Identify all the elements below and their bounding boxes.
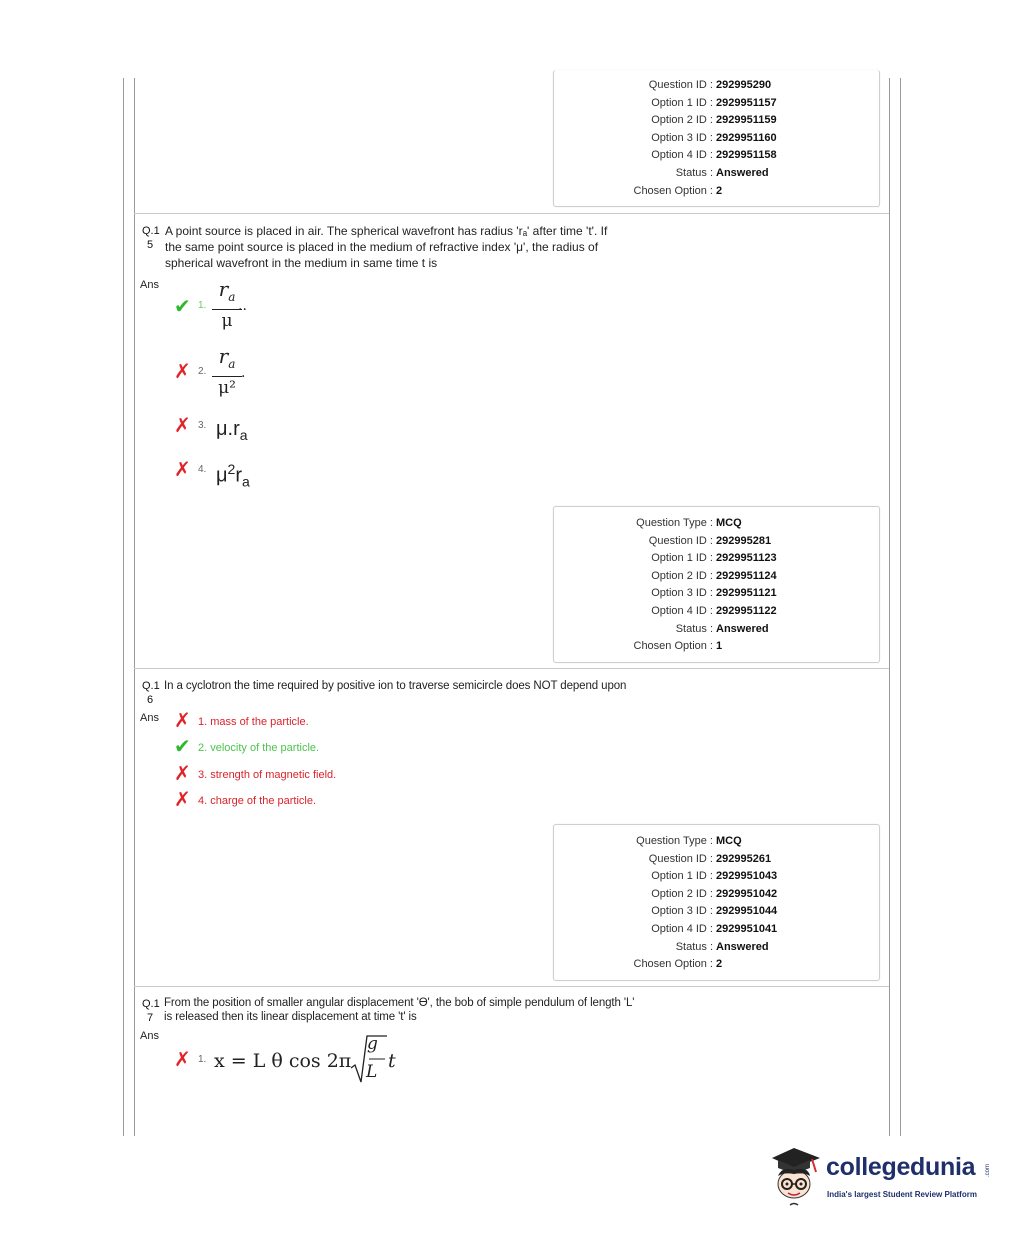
frame-right-inner (889, 78, 890, 1136)
meta-row: Option 1 ID : 2929951123 (651, 552, 777, 565)
question-text: A point source is placed in air. The spherical wavefront has radius 'rₐ' after time 't'. If the same point source is placed in the medium of refractive index 'μ', the radius of spherical wavefront in the medium in same time t is (165, 224, 608, 270)
meta-row: Question Type : MCQ (636, 835, 742, 847)
divider (134, 213, 889, 214)
meta-row: Option 2 ID : 2929951159 (651, 114, 777, 127)
meta-row: Option 4 ID : 2929951122 (651, 605, 777, 617)
question-number: Q.1 7 (142, 998, 160, 1024)
meta-row: Option 2 ID : 2929951042 (651, 887, 778, 900)
meta-row: Chosen Option : 1 (633, 640, 723, 653)
question-text: From the position of smaller angular displacement 'ϴ', the bob of simple pendulum of length 'L' is released then its linear displacement at time 't' is (164, 997, 635, 1023)
mascot-logo-icon (764, 1142, 826, 1208)
wrong-cross-icon: ✗ (174, 710, 191, 732)
meta-row: Option 4 ID : 2929951041 (651, 923, 778, 935)
divider (134, 986, 889, 987)
meta-row: Status : Answered (675, 940, 769, 953)
option-text: 4. charge of the particle. (198, 795, 317, 807)
root-numerator: g (367, 1034, 378, 1054)
question-number: Q.1 6 (142, 680, 160, 706)
meta-row: Status : Answered (675, 167, 769, 179)
option-text: 2. velocity of the particle. (198, 742, 320, 754)
meta-row: Chosen Option : 2 (633, 184, 723, 197)
equation-t: t (388, 1050, 396, 1072)
meta-row: Option 3 ID : 2929951121 (651, 587, 777, 600)
wrong-cross-icon: ✗ (174, 459, 191, 481)
meta-row: Question Type : MCQ (636, 517, 742, 529)
option-number: 2. (198, 366, 207, 377)
wrong-cross-icon: ✗ (174, 763, 191, 785)
wrong-cross-icon: ✗ (174, 789, 191, 811)
meta-row: Status : Answered (675, 622, 769, 635)
wrong-cross-icon: ✗ (174, 361, 191, 383)
question-meta-box (553, 824, 880, 981)
divider (134, 668, 889, 669)
meta-row: Option 1 ID : 2929951043 (651, 870, 778, 883)
question-text: In a cyclotron the time required by positive ion to traverse semicircle does NOT depend upon (164, 680, 627, 692)
option-number: 4. (198, 464, 207, 475)
meta-row: Question ID : 292995281 (648, 534, 772, 547)
option-3-formula: $\mu.r_a$ (216, 418, 248, 443)
formula-dots: .. (238, 298, 247, 314)
option-1-equation: x = L θ cos 2π (214, 1050, 352, 1072)
option-text: 3. strength of magnetic field. (198, 769, 337, 781)
question-meta-box (553, 70, 880, 207)
formula-dot: . (241, 365, 246, 381)
ans-label: Ans (140, 1030, 159, 1042)
option-2-formula: $r_a$ μ² (212, 346, 242, 397)
option-number: 1. (198, 300, 207, 311)
correct-check-icon: ✔ (174, 296, 191, 318)
meta-row: Question ID : 292995290 (648, 79, 772, 91)
meta-row: Question ID : 292995261 (648, 852, 772, 865)
meta-row: Option 1 ID : 2929951157 (651, 96, 777, 109)
question-meta-box (553, 506, 880, 663)
option-1-formula: $r_a$ μ (212, 279, 242, 330)
wrong-cross-icon: ✗ (174, 415, 191, 437)
meta-row: Option 2 ID : 2929951124 (651, 569, 777, 582)
option-4-formula: $\mu^2r_a$ (216, 461, 250, 490)
correct-check-icon: ✔ (174, 736, 191, 758)
meta-row: Option 3 ID : 2929951044 (651, 905, 778, 918)
frame-right-outer (900, 78, 901, 1136)
meta-row: Option 4 ID : 2929951158 (651, 149, 777, 162)
question-number: Q.1 5 (142, 225, 160, 251)
ans-label: Ans (140, 279, 159, 291)
option-number: 3. (198, 420, 207, 431)
option-text: 1. mass of the particle. (198, 716, 309, 728)
frame-left-outer (123, 78, 124, 1136)
option-number: 1. (198, 1054, 207, 1065)
ans-label: Ans (140, 712, 159, 724)
meta-row: Option 3 ID : 2929951160 (651, 131, 777, 144)
logo-wordmark: collegedunia (826, 1153, 976, 1181)
meta-row: Chosen Option : 2 (633, 958, 723, 971)
logo-com: .com (985, 1164, 991, 1178)
root-denominator: L (366, 1062, 378, 1082)
frame-left-inner (134, 78, 135, 1136)
wrong-cross-icon: ✗ (174, 1049, 191, 1071)
logo-tagline: India's largest Student Review Platform (827, 1190, 977, 1199)
